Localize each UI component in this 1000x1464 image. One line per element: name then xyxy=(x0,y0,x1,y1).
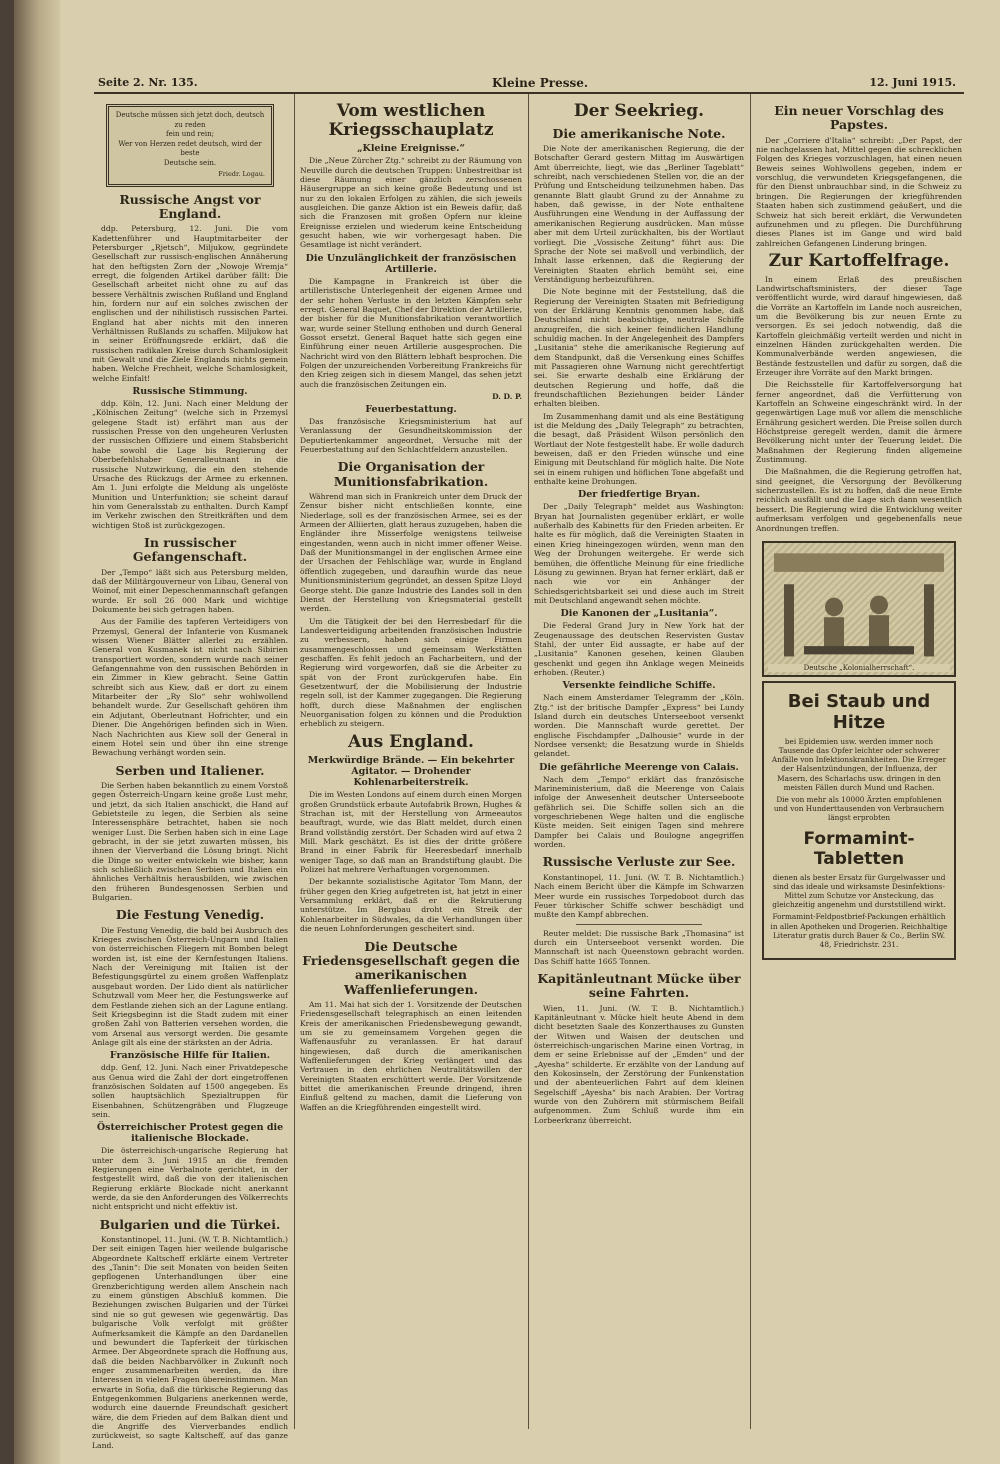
article-body: Wien, 11. Juni. (W. T. B. Nichtamtlich.) Kapitänleutnant v. Mücke hielt heute Abend in dem dicht besetzten Saale des Konzerthauses zu Gunsten der Witwen und Waisen der deutschen und österreichisch-ungarischen Marine einen Vortrag, in dem er seine Erlebnisse auf der „Emden“ und der „Ayesha“ schilderte. Er erzählte von der Landung auf den Kokosinseln, der Zerstörung der Funkenstation und der abenteuerlichen Fahrt auf dem kleinen Segelschiff „Ayesha“ bis nach Arabien. Der Vortrag wurde von den Zuhörern mit stürmischem Beifall aufgenommen. Zum Schluß wurde ihm ein Lorbeerkranz überreicht. xyxy=(534,1003,744,1125)
article-body: Die Festung Venedig, die bald bei Ausbruch des Krieges zwischen Österreich-Ungarn und Italien von österreichischen Fliegern mit Bomben belegt worden ist, ist eine der Kernfestungen Italiens. Nach der Vereinigung mit Italien ist der Befestigungsgürtel zu einem großen Waffenplatz ausgebaut worden. Der Lido dient als natürlicher Schutzwall vom Meer her, die Festungswerke auf dem Festlande ziehen sich an der Lagune entlang. Seit Kriegsbeginn ist die Stadt zudem mit einer großen Zahl von Batterien versehen worden, die vom Arsenal aus versorgt werden. Die gesamte Anlage gilt als eine der stärksten an der Adria. xyxy=(92,925,288,1047)
column-divider xyxy=(750,94,751,1429)
article-body: Die im Westen Londons auf einem durch einen Morgen großen Grundstück erbaute Autofabrik Brown, Hughes & Strachan ist, mit der Herstellung von Armeeautos beauftragt, wurde, wie das Blatt meldet, durch einen Brand vollständig zerstört. Der Schaden wird auf etwa 2 Mill. Mark geschätzt. Es ist dies der dritte größere Brand in einer Fabrik für Heeresbedarf innerhalb weniger Tage, so daß man an Brandstiftung glaubt. Die Polizei hat mehrere Verhaftungen vorgenommen. xyxy=(300,790,522,875)
article-body: Aus der Familie des tapferen Verteidigers von Przemysl, General der Infanterie von Kusmanek wissen Wiener Blätter allerlei zu erzählen. General von Kusmanek ist nicht nach Sibirien transportiert worden, sondern wurde nach seiner Gefangennahme von den russischen Behörden in ein Zimmer in Kiew gebracht. Seine Gattin schreibt sich aus Kiew, daß er dort zu einem Mitarbeiter der „Ry Slo“ sehr wohlwollend behandelt wurde. Zur Gesellschaft gehören ihm ein Adjutant, Oberleutnant Hofrichter, und ein Diener. Die Angehörigen befinden sich in Wien. Nach Nachrichten aus Kiew soll der General in einem Hotel sein und über ihn eine strenge Bewachung verhängt worden sein. xyxy=(92,617,288,758)
illustration xyxy=(762,541,956,677)
page-binding xyxy=(14,0,60,1464)
ad-headline: Bei Staub und Hitze xyxy=(787,690,931,733)
article-headline: Die Deutsche Friedensgesellschaft gegen die amerikanischen Waffenlieferungen. xyxy=(302,938,520,997)
article-body: ddp. Petersburg, 12. Juni. Die vom Kadettenführer und Hauptmitarbeiter der Petersburger „Rjetsch“, Miljukow, gegründete Gesellschaft zur russisch-englischen Annäherung hat den heftigsten Zorn der „Nowoje Wremja“ erregt, die folgenden Artikel darüber fällt: Die Gesellschaft arbeitet nicht ohne zu auf das bessere Verhältnis zwischen Rußland und England hin, fordern nur auf ein solches zwischen der englischen und der nihilistisch russischen Partei. England hat aber nichts mit den inneren Verhältnissen Rußlands zu schaffen. Miljukow hat in seiner Eröffnungsrede erklärt, daß die russischen radikalen Kreise durch Schamlosigkeit mit Gewalt und die Ziele Englands nichts gemein haben. Welche Frechheit, welche Schamlosigkeit, welche Einfalt! xyxy=(92,224,288,383)
article-headline: Die Festung Venedig. xyxy=(115,907,265,923)
column-divider xyxy=(528,94,529,1429)
article-headline: Die amerikanische Note. xyxy=(552,125,726,141)
article-body: Die „Neue Zürcher Ztg.“ schreibt zu der Räumung von Neuville durch die deutschen Truppen: Unbestreitbar ist diese Räumung einer gänzlich zerschossenen Häusergruppe an sich keine große Bedeutung und ist nur zu den lokalen Erfolgen zu zählen, die sich jeweils ausgleichen. Die ganze Aktion ist ein Beweis dafür, daß sich die Franzosen mit großen Opfern nur kleine Ereignisse erzielen und wiederum keine Entscheidung gesucht haben, wie wir vorhergesagt haben. Die Gesamtlage ist nicht verändert. xyxy=(300,156,522,250)
article-subhead: Feuerbestattung. xyxy=(365,403,457,415)
ad-text: Formamint-Feldpostbrief-Packungen erhältlich in allen Apotheken und Drogerien. Reichhaltige Literatur gratis durch Bauer & Co., Berlin SW. 48, Friedrichstr. 231. xyxy=(770,912,948,950)
article-body: Konstantinopel, 11. Juni. (W. T. B. Nichtamtlich.) Der seit einigen Tagen hier weilende bulgarische Abgeordnete Kaltscheff erklärte einem Vertreter des „Tanin“: Die seit Monaten von beiden Seiten gepflogenen Unterhandlungen über eine Grenzberichtigung werden allem Anschein nach zu einem günstigen Abschluß kommen. Die Beziehungen zwischen Bulgarien und der Türkei sind nie so gut gewesen wie gegenwärtig. Das bulgarische Volk verfolgt mit größter Aufmerksamkeit die Kämpfe an den Dardanellen und bewundert die Tapferkeit der türkischen Armee. Der Abgeordnete sprach die Hoffnung aus, daß die beiden Nachbarvölker in Zukunft noch enger zusammenarbeiten werden, da ihre Interessen in vielen Fragen übereinstimmen. Man erwarte in Sofia, daß die türkische Regierung das Entgegenkommen Bulgariens anerkennen werde, wodurch eine dauernde Freundschaft gesichert wäre, die dem Frieden auf dem Balkan dient und die Angriffe des Vierverbandes endlich zurückweist, so sagte Kaltscheff, auf das ganze Land. xyxy=(92,1235,288,1450)
article-signature: D. D. P. xyxy=(492,391,522,401)
article-subhead: Die Kanonen der „Lusitania“. xyxy=(560,608,718,620)
motto-author: Friedr. Logau. xyxy=(218,170,265,178)
article-headline: Russische Verluste zur See. xyxy=(542,854,736,870)
motto-line: fein und rein; xyxy=(165,130,215,138)
ad-text: Die von mehr als 10000 Ärzten empfohlenen und von Hunderttausenden von Verbrauchern längst erprobten xyxy=(773,795,945,823)
article-subhead: „Kleine Ereignisse.“ xyxy=(357,143,465,155)
motto-line: Wer von Herzen redet deutsch, wird der beste xyxy=(118,139,262,157)
advertisement xyxy=(762,681,956,960)
article-subhead: Versenkte feindliche Schiffe. xyxy=(562,680,716,692)
article-headline: In russischer Gefangenschaft. xyxy=(132,534,248,565)
article-body: Im Zusammenhang damit und als eine Bestätigung ist die Meldung des „Daily Telegraph“ zu betrachten, die besagt, daß Präsident Wilson persönlich den Wortlaut der Note festgestellt habe. Er wolle dadurch beweisen, daß er den Frieden wünsche und eine Einigung mit Deutschland für möglich halte. Die Note sei in einem ruhigen und höflichen Tone abgefaßt und enthalte keine Drohungen. xyxy=(534,411,744,487)
article-subhead: Merkwürdige Brände. — Ein bekehrter Agitator. — Drohender Kohlenarbeiterstreik. xyxy=(307,755,515,789)
ad-text: dienen als bester Ersatz für Gurgelwasser und sind das ideale und wirksamste Desinfektions-Mittel zum Schutze vor Ansteckung, das gleichzeitig angenehm und durststillend wirkt. xyxy=(772,872,946,910)
article-headline: Die Organisation der Munitionsfabrikation. xyxy=(333,459,489,489)
article-headline: Bulgarien und die Türkei. xyxy=(99,1216,281,1232)
article-body: Nach einem Amsterdamer Telegramm der „Köln. Ztg.“ ist der britische Dampfer „Express“ bei Lundy Island durch ein deutsches Unterseeboot versenkt worden. Die Mannschaft wurde gerettet. Der englische Fischdampfer „Dalhousie“ wurde in der Nordsee versenkt; die Besatzung wurde in Shields gelandet. xyxy=(534,693,744,759)
article-body: Nach dem „Tempo“ erklärt das französische Marineministerium, daß die Meerenge von Calais infolge der Anwesenheit deutscher Unterseeboote gefährlich sei. Die Schiffe sollen sich an die vorgeschriebenen Wege halten und die englische Küste meiden. Seit einigen Tagen sind mehrere Dampfer bei Calais und Boulogne angegriffen worden. xyxy=(534,774,744,850)
ad-text: bei Epidemien usw. werden immer noch Tausende das Opfer leichter oder schwerer Anfälle von Infektionskrankheiten. Die Erreger der Halsentzündungen, der Influenza, der Masern, des Scharlachs usw. dringen in den meisten Fällen durch Mund und Rachen. xyxy=(771,736,947,792)
article-headline: Russische Angst vor England. xyxy=(119,191,261,221)
illustration-caption: Deutsche „Kolonialherrschaft“. xyxy=(768,664,950,672)
section-headline: Vom westlichen Kriegsschauplatz xyxy=(328,101,494,140)
article-subhead: Die Unzulänglichkeit der französischen Artillerie. xyxy=(305,252,517,275)
article-body: Um die Tätigkeit der bei den Herresbedarf für die Landesverteidigung arbeitenden französischen Industrie zu verbessern, haben sich einige Firmen zusammengeschlossen und gemeinsam Werkstätten geschaffen. Es fehlt jedoch an Facharbeitern, und der Regierung wird vorgeworfen, daß sie die Arbeiter zu spät von der Front zurückgerufen habe. Ein Gesetzentwurf, der die Mobilisierung der Industrie regeln soll, ist der Kammer zugegangen. Die Regierung hofft, durch diese Maßnahmen der englischen Neuorganisation folgen zu können und die Produktion erheblich zu steigern. xyxy=(300,616,522,729)
column-4 xyxy=(756,98,962,1428)
motto-box xyxy=(106,104,274,187)
article-body: In einem Erlaß des preußischen Landwirtschaftsministers, der dieser Tage veröffentlicht wurde, wird darauf hingewiesen, daß die Vorräte an Kartoffeln im Lande noch ausreichen, um die Bevölkerung bis zur neuen Ernte zu versorgen. Es sei jedoch notwendig, daß die Kartoffeln gleichmäßig verteilt werden und nicht in einzelnen Händen zurückgehalten werden. Die Kommunalverbände werden angewiesen, die Bestände festzustellen und dafür zu sorgen, daß die Erzeuger ihre Vorräte auf den Markt bringen. xyxy=(756,274,962,377)
article-body: Die Note der amerikanischen Regierung, die der Botschafter Gerard gestern Mittag im Auswärtigen Amt überreichte, liegt, wie das „Berliner Tageblatt“ schreibt, nach verschiedenen Stellen vor, die an der Prüfung und Entscheidung teilzunehmen haben. Das genannte Blatt glaubt Grund zu der Annahme zu haben, daß gewisse, in der Note enthaltene Ausführungen eine Wendung in der Auffassung der amerikanischen Regierung ausdrücken. Man müsse aber mit dem Urteil zurückhalten, bis der Wortlaut vorliegt. Die „Vossische Zeitung“ führt aus: Die Sprache der Note sei maßvoll und verbindlich, der Inhalt lasse erkennen, daß die Regierung der Vereinigten Staaten ehrlich bemüht sei, eine Verständigung herbeizuführen. xyxy=(534,144,744,284)
column-divider xyxy=(294,94,295,1429)
illustration-drawing xyxy=(764,543,954,675)
article-body: Konstantinopel, 11. Juni. (W. T. B. Nichtamtlich.) Nach einem Bericht über die Kämpfe im Schwarzen Meer wurde ein russisches Torpedoboot durch das Feuer türkischer Schiffe schwer beschädigt und mußte den Kampf abbrechen. xyxy=(534,872,744,920)
section-headline: Aus England. xyxy=(348,731,474,752)
ad-product: Formamint-Tabletten xyxy=(803,828,915,869)
article-subhead: Französische Hilfe für Italien. xyxy=(109,1050,271,1062)
newspaper-page xyxy=(14,0,1000,1464)
article-body: Die Federal Grand Jury in New York hat der Zeugenaussage des deutschen Reservisten Gustav Stahl, der unter Eid aussagte, er habe auf der „Lusitania“ Kanonen gesehen, keinen Glauben geschenkt und gegen ihn Anklage wegen Meineids erhoben. (Reuter.) xyxy=(534,621,744,677)
article-body: Die Maßnahmen, die die Regierung getroffen hat, sind geeignet, die Versorgung der Bevölkerung sicherzustellen. Es ist zu hoffen, daß die neue Ernte reichlich ausfällt und die Lage sich dann wesentlich bessert. Die Regierung wird die Entwicklung weiter aufmerksam verfolgen und gegebenenfalls neue Anordnungen treffen. xyxy=(756,467,962,533)
column-3 xyxy=(534,98,744,1428)
masthead: Kleine Presse. xyxy=(492,76,589,90)
article-subhead: Russische Stimmung. xyxy=(132,386,248,398)
article-body: Die österreichisch-ungarische Regierung hat unter dem 3. Juni 1915 an die fremden Regierungen eine Verbalnote gerichtet, in der festgestellt wird, daß die von der italienischen Regierung erklärte Blockade nicht anerkannt werde, da sie den Anforderungen des Völkerrechts nicht entspricht und nicht effektiv ist. xyxy=(92,1146,288,1212)
separator xyxy=(576,924,702,925)
article-subhead: Der friedfertige Bryan. xyxy=(577,489,701,501)
article-subhead: Österreichischer Protest gegen die italienische Blockade. xyxy=(96,1122,284,1145)
article-body: Reuter meldet: Die russische Bark „Thomasina“ ist durch ein Unterseeboot versenkt worden. Die Mannschaft ist nach Queenstown gebracht worden. Das Schiff hatte 1665 Tonnen. xyxy=(534,928,744,966)
header-rule xyxy=(94,92,964,94)
article-body: Die Kampagne in Frankreich ist über die artilleristische Unterlegenheit der eigenen Armee und der sehr hohen Verluste in den letzten Kämpfen sehr erregt. General Baquet, Chef der Direktion der Artillerie, der bisher für die Munitionsfabrikation verantwortlich war, wurde seiner Stellung enthoben und durch General Gossot ersetzt. General Baquet hatte sich gegen eine Einführung einer neuen Artillerie ausgesprochen. Die Nachricht wird von den Blättern lebhaft besprochen. Die Folgen der unzureichenden Vorbereitung Frankreichs für den Krieg zeigen sich in diesem Mangel, das sehen jetzt auch die französischen Zeitungen ein. xyxy=(300,276,522,389)
article-body: Am 11. Mai hat sich der 1. Vorsitzende der Deutschen Friedensgesellschaft telegraphisch an einen leitenden Kreis der amerikanischen Friedensbewegung gewandt, um sie zu gemeinsamem Vorgehen gegen die Waffenausfuhr zu veranlassen. Er hat darauf hingewiesen, daß durch die amerikanischen Waffenlieferungen der Krieg verlängert und das Vertrauen in den ehrlichen Neutralitätswillen der Vereinigten Staaten erschüttert werde. Der Vorsitzende bittet die amerikanischen Freunde dringend, ihren Einfluß geltend zu machen, damit die Lieferung von Waffen an die Kriegführenden eingestellt wird. xyxy=(300,1000,522,1112)
motto-line: Deutsche sein. xyxy=(163,158,217,167)
article-subhead: Die gefährliche Meerenge von Calais. xyxy=(539,761,739,773)
article-body: Der „Tempo“ läßt sich aus Petersburg melden, daß der Militärgouverneur von Libau, General von Woinof, mit einer Depeschenmannschaft gefangen wurde. Er soll 26 000 Mark und wichtige Dokumente bei sich getragen haben. xyxy=(92,567,288,615)
motto-line: Deutsche müssen sich jetzt doch, deutsch zu reden xyxy=(115,111,265,129)
article-body: Das französische Kriegsministerium hat auf Veranlassung der Gesundheitskommission der Deputiertenkammer angeordnet, Versuche mit der Feuerbestattung auf den Schlachtfeldern anzustellen. xyxy=(300,416,522,454)
article-headline: Ein neuer Vorschlag des Papstes. xyxy=(774,103,944,133)
section-headline: Der Seekrieg. xyxy=(573,101,705,121)
article-body: ddp. Genf, 12. Juni. Nach einer Privatdepesche aus Genua wird die Zahl der dort eingetroffenen französischen Soldaten auf 1500 angegeben. Es sollen hauptsächlich Spezialtruppen für Eisenbahnen, Schützengräben und Flugzeuge sein. xyxy=(92,1063,288,1119)
article-body: Die Reichsstelle für Kartoffelversorgung hat ferner angeordnet, daß die Verfütterung von Kartoffeln an Schweine eingeschränkt wird. In der gegenwärtigen Lage muß vor allem die menschliche Ernährung gesichert werden. Die Preise sollen durch Höchstpreise geregelt werden, damit die ärmere Bevölkerung nicht unter der Teuerung leidet. Die Maßnahmen der Regierung finden allgemeine Zustimmung. xyxy=(756,380,962,465)
article-body: Während man sich in Frankreich unter dem Druck der Zensur bisher nicht entschließen konnte, eine Niederlage, soll es der französischen Armee, sei es der Armeen der Alliierten, glatt heraus zuzugeben, haben die Engländer ihre Misserfolge wenigstens teilweise eingestanden, wenn auch in nicht immer offener Weise. Daß der Munitionsmangel in der englischen Armee eine der Ursachen der Fehlschläge war, wurde in England öffentlich zugegeben, und daraufhin wurde das neue Munitionsministerium gegründet, an dessen Spitze Lloyd George steht. Die ganze Industrie des Landes soll in den Dienst der Herstellung von Kriegsmaterial gestellt werden. xyxy=(300,492,522,614)
column-2 xyxy=(300,98,522,1428)
article-body: Der „Daily Telegraph“ meldet aus Washington: Bryan hat Journalisten gegenüber erklärt, er wolle außerhalb des Kabinetts für den Frieden arbeiten. Er halte es für möglich, daß die Vereinigten Staaten in einen Krieg hineingezogen würden, wenn man den Weg der Drohungen weitergehe. Er werde sich bemühen, die öffentliche Meinung für eine friedliche Lösung zu gewinnen. Bryan hat ferner erklärt, daß er nach wie vor ein Anhänger der Schiedsgerichtsbarkeit sei und diese auch im Streit mit Deutschland angewandt sehen möchte. xyxy=(534,502,744,605)
article-body: Die Note beginne mit der Feststellung, daß die Regierung der Vereinigten Staaten mit Befriedigung von der Erklärung Kenntnis genommen habe, daß Deutschland nicht beabsichtige, neutrale Schiffe anzugreifen, die sich keiner feindlichen Handlung schuldig machen. In der Angelegenheit des Dampfers „Lusitania“ stehe die amerikanische Regierung auf dem Standpunkt, daß die Versenkung eines Schiffes mit Passagieren ohne Warnung nicht gerechtfertigt sei. Sie erwarte deshalb eine Erklärung der deutschen Regierung und hoffe, daß die freundschaftlichen Beziehungen beider Länder erhalten bleiben. xyxy=(534,287,744,409)
section-headline: Zur Kartoffelfrage. xyxy=(768,250,950,271)
article-headline: Kapitänleutnant Mücke über seine Fahrten. xyxy=(537,970,741,1001)
article-headline: Serben und Italiener. xyxy=(115,762,265,778)
article-body: Die Serben haben bekanntlich zu einem Vorstoß gegen Österreich-Ungarn keine große Lust mehr, und jetzt, da sich Italien anschickt, die Hand auf Gebietsteile zu legen, die Serbien als seine Interessensphäre betrachtet, haben sie noch weniger Lust. Die Serben haben sich in eine Lage gebracht, in der sie jetzt zuwarten müssen, bis ihnen der Vierverband die Lösung bringt. Nicht die Dinge so weiter entwickeln wie bisher, kann sich schließlich zwischen Serbien und Italien ein ähnliches Verhältnis herausbilden, wie zwischen den früheren Bundesgenossen Serbien und Bulgarien. xyxy=(92,780,288,903)
column-1 xyxy=(92,98,288,1450)
article-body: Der „Corriere d'Italia“ schreibt: „Der Papst, der nie nachgelassen hat, Mittel gegen die schrecklichen Folgen des Krieges vorzuschlagen, hat einen neuen Beweis seines Wohlwollens gegeben, indem er vorschlug, die verwundeten Kriegsgefangenen, die für den Dienst unbrauchbar sind, in die Schweiz zu bringen. Die Regierungen der kriegführenden Staaten haben sich zustimmend geäußert, und die Schweiz hat sich bereit erklärt, die Verwundeten aufzunehmen und zu pflegen. Die Durchführung dieses Planes ist im Gange und wird bald zahlreichen Gefangenen Linderung bringen. xyxy=(756,135,962,248)
article-body: Der bekannte sozialistische Agitator Tom Mann, der früher gegen den Krieg aufgetreten ist, hat jetzt in einer Versammlung erklärt, daß er die Rekrutierung unterstütze. Im Bergbau droht ein Streik der Kohlenarbeiter in Südwales, da die Verhandlungen über die neuen Lohnforderungen gescheitert sind. xyxy=(300,877,522,934)
page-number-header: Seite 2. Nr. 135. xyxy=(98,76,198,89)
article-body: ddp. Köln, 12. Juni. Nach einer Meldung der „Kölnischen Zeitung“ (welche sich in Przemysl gelegene Stadt ist) erfährt man aus der russischen Presse von den ungeheuren Verlusten der russischen Offiziere und einem Stabsbericht habe sowohl die Lage bis Regierung der Oberbefehlshaber Generalleutnant in die russische Nutzwirkung, die ein den stehende Ursache des Rückzugs der Armee zu erkennen. Am 1. Juni erfolgte die Meldung als ungelöste Munition und Unterfunktion; sie scheint darauf hin vom Generalsstab zu enthalten. Durch Kampf im Verkehr zwischen den Streitkräften und dem wichtigen Stoß ist zurückgezogen. xyxy=(92,399,288,530)
issue-date: 12. Juni 1915. xyxy=(869,76,956,89)
